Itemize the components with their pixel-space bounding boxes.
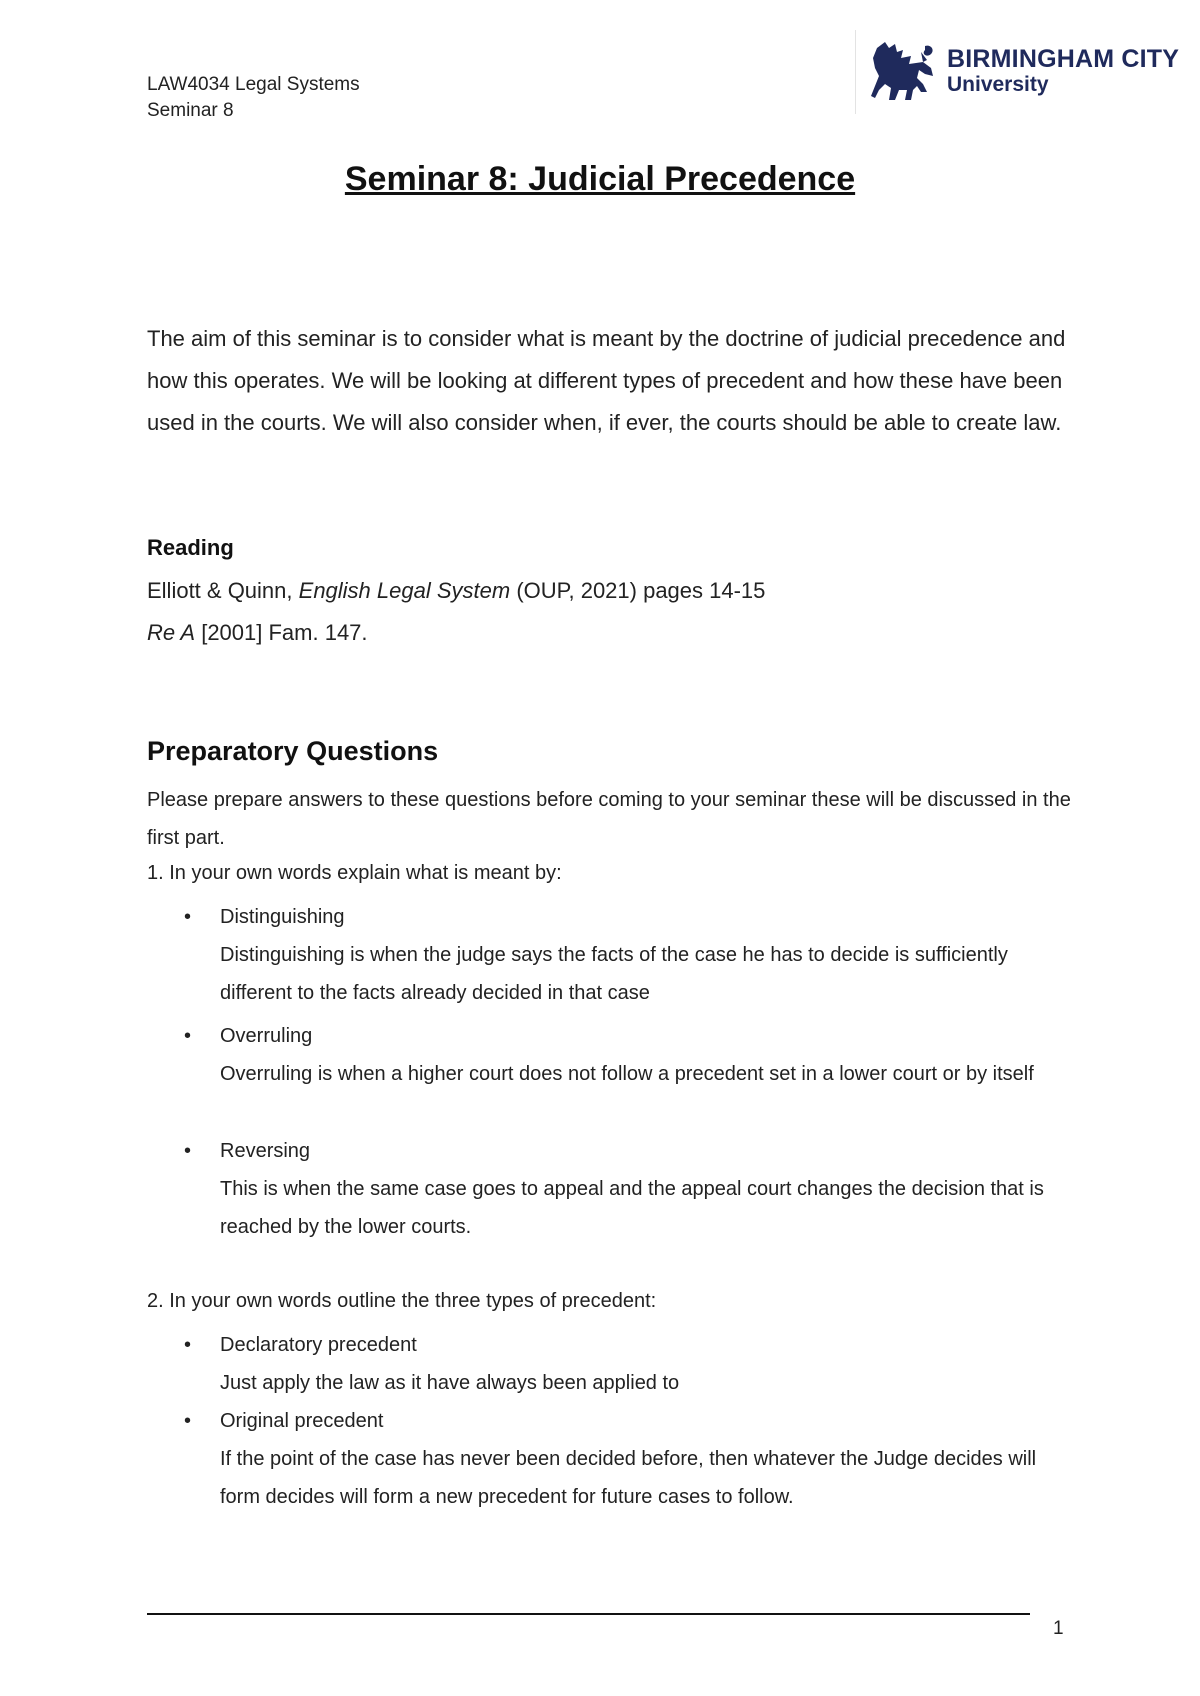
footer-divider	[147, 1613, 1030, 1615]
bullet-icon: •	[184, 1410, 192, 1432]
bullet-icon: •	[184, 1025, 192, 1047]
reading-book-title: English Legal System	[298, 578, 511, 603]
list-item-term: Declaratory precedent	[220, 1334, 417, 1356]
page-number: 1	[1053, 1618, 1064, 1639]
logo-divider	[855, 30, 856, 114]
list-item	[220, 1402, 1080, 1516]
document-header	[147, 72, 360, 124]
list-item-definition: Just apply the law as it have always been applied to	[220, 1372, 680, 1394]
bullet-icon: •	[184, 1334, 192, 1356]
reading-item	[147, 578, 765, 604]
list-item-term: Overruling	[220, 1025, 313, 1047]
lion-crest-icon	[867, 40, 937, 106]
course-code: LAW4034 Legal Systems	[147, 74, 360, 95]
list-item-definition: Distinguishing is when the judge says the facts of the case he has to decide is sufficiently different to the facts already decided in that case	[220, 944, 1008, 1004]
list-item-definition: Overruling is when a higher court does not follow a precedent set in a lower court or by itself	[220, 1063, 1034, 1085]
reading-details: (OUP, 2021) pages 14-15	[510, 578, 766, 603]
reading-citation: [2001] Fam. 147.	[195, 620, 368, 645]
page-title: Seminar 8: Judicial Precedence	[344, 160, 856, 198]
list-item-term: Reversing	[220, 1140, 311, 1162]
preparatory-intro: Please prepare answers to these questions before coming to your seminar these will be discussed in the first part.	[147, 789, 1071, 849]
list-item	[220, 1017, 1080, 1093]
list-item-term: Distinguishing	[220, 906, 345, 928]
question-2: 2. In your own words outline the three types of precedent:	[147, 1290, 657, 1312]
reading-author: Elliott & Quinn,	[147, 578, 299, 603]
logo-name-line1: BIRMINGHAM CITY	[947, 45, 1180, 73]
list-item-term: Original precedent	[220, 1410, 384, 1432]
question-1: 1. In your own words explain what is meant by:	[147, 862, 562, 884]
reading-item	[147, 620, 368, 646]
list-item-definition: If the point of the case has never been decided before, then whatever the Judge decides will form decides will form a new precedent for future cases to follow.	[220, 1448, 1037, 1508]
list-item	[220, 898, 1080, 1012]
reading-case-name: Re A	[147, 620, 196, 645]
intro-paragraph: The aim of this seminar is to consider what is meant by the doctrine of judicial precedence and how this operates. We will be looking at different types of precedent and how these have been used in the courts. We will also consider when, if ever, the courts should be able to create law.	[147, 326, 1066, 435]
reading-heading: Reading	[147, 535, 234, 560]
seminar-label: Seminar 8	[147, 100, 234, 121]
list-item-definition: This is when the same case goes to appeal and the appeal court changes the decision that is reached by the lower courts.	[220, 1178, 1044, 1238]
list-item	[220, 1326, 1080, 1402]
preparatory-heading: Preparatory Questions	[147, 736, 439, 766]
logo-name-line2: University	[947, 73, 1049, 96]
bullet-icon: •	[184, 906, 192, 928]
list-item	[220, 1132, 1080, 1246]
university-logo	[855, 30, 1180, 120]
bullet-icon: •	[184, 1140, 192, 1162]
